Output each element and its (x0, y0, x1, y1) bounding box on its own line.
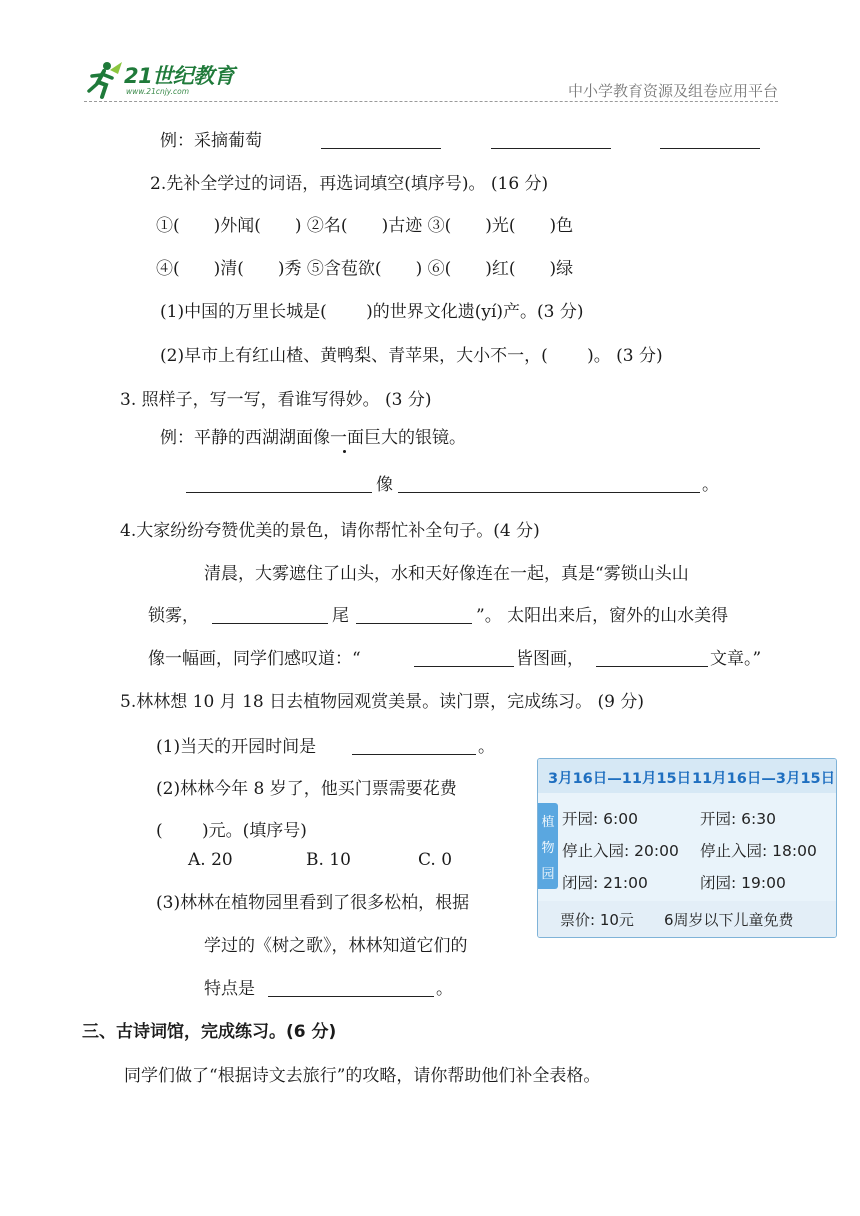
ticket-open-1: 开园: 6:00 (562, 810, 638, 828)
q5-sub-3-line-1: (3)林林在植物园里看到了很多松柏，根据 (156, 893, 470, 913)
q2-title: 2.先补全学过的词语，再选词填空(填序号)。 (16 分) (150, 174, 549, 194)
side-char-2: 物 (541, 841, 555, 856)
runner-logo-icon (84, 60, 124, 100)
q3-fill-mid: 像 (376, 475, 393, 495)
ticket-free-policy: 6周岁以下儿童免费 (664, 911, 794, 929)
q3-fill-end: 。 (702, 475, 719, 495)
logo (84, 58, 244, 102)
q4-line-3-a: 像一幅画，同学们感叹道：“ (148, 649, 361, 669)
q3-example: 例：平静的西湖湖面像一面巨大的银镜。 (160, 428, 466, 448)
logo-text: 21世纪教育 (124, 64, 235, 88)
q2-word-row-1: ①( )外闻( ) ②名( )古迹 ③( )光( )色 (156, 216, 574, 236)
q5-sub-3-blank[interactable] (268, 980, 434, 997)
q4-title: 4.大家纷纷夸赞优美的景色，请你帮忙补全句子。(4 分) (120, 521, 540, 541)
ticket-footer (538, 901, 836, 937)
q5-sub-1: (1)当天的开园时间是 (156, 737, 317, 757)
option-c[interactable]: C. 0 (418, 850, 453, 870)
ticket-side-label (538, 803, 558, 889)
emphasis-dot (343, 450, 346, 453)
option-a[interactable]: A. 20 (188, 850, 233, 870)
q4-blank-2[interactable] (356, 607, 472, 624)
option-b[interactable]: B. 10 (306, 850, 351, 870)
ticket-open-2: 开园: 6:30 (700, 810, 776, 828)
q2-word-row-2: ④( )清( )秀 ⑤含苞欲( ) ⑥( )红( )绿 (156, 259, 574, 279)
header-platform: 中小学教育资源及组卷应用平台 (567, 82, 778, 100)
q5-sub-3-end: 。 (436, 979, 453, 999)
q4-blank-1[interactable] (212, 607, 328, 624)
q1-blank-3[interactable] (660, 132, 760, 149)
section-3-title: 三、古诗词馆，完成练习。(6 分) (82, 1022, 337, 1042)
ticket-season-1: 3月16日—11月15日 (548, 771, 692, 787)
q4-blank-4[interactable] (596, 650, 708, 667)
q3-title: 3. 照样子，写一写，看谁写得妙。 (3 分) (120, 390, 432, 410)
ticket-stop-2: 停止入园: 18:00 (700, 842, 817, 860)
header-divider (84, 101, 778, 102)
q4-line-1: 清晨，大雾遮住了山头，水和天好像连在一起，真是“雾锁山头山 (204, 564, 689, 584)
q1-blank-1[interactable] (321, 132, 441, 149)
q2-sub-2: (2)早市上有红山楂、黄鸭梨、青苹果，大小不一，( )。 (3 分) (160, 346, 663, 366)
q5-sub-1-end: 。 (478, 737, 495, 757)
q5-sub-3-line-3: 特点是 (204, 979, 255, 999)
q5-sub-1-blank[interactable] (352, 738, 476, 755)
q3-blank-1[interactable] (186, 476, 372, 493)
q4-line-3-c: 文章。” (710, 649, 762, 669)
q5-title: 5.林林想 10 月 18 日去植物园观赏美景。读门票，完成练习。 (9 分) (120, 692, 644, 712)
side-char-3: 园 (541, 867, 555, 882)
garden-ticket (537, 758, 837, 938)
q5-sub-3-line-2: 学过的《树之歌》，林林知道它们的 (204, 936, 468, 956)
q1-blank-2[interactable] (491, 132, 611, 149)
q5-sub-2-line-1: (2)林林今年 8 岁了，他买门票需要花费 (156, 779, 457, 799)
ticket-header (538, 759, 836, 793)
q2-sub-1: (1)中国的万里长城是( )的世界文化遗(yí)产。(3 分) (160, 302, 584, 322)
q1-example: 例：采摘葡萄 (160, 131, 262, 151)
q4-blank-3[interactable] (414, 650, 514, 667)
q5-sub-2-line-2: ( )元。(填序号) (156, 821, 307, 841)
ticket-price: 票价: 10元 (560, 911, 634, 929)
q4-line-2-c: ”。 太阳出来后，窗外的山水美得 (476, 606, 729, 626)
section-3-intro: 同学们做了“根据诗文去旅行”的攻略，请你帮助他们补全表格。 (124, 1066, 601, 1086)
q3-blank-2[interactable] (398, 476, 700, 493)
ticket-stop-1: 停止入园: 20:00 (562, 842, 679, 860)
q4-line-2-b: 尾 (332, 606, 349, 626)
ticket-close-2: 闭园: 19:00 (700, 874, 786, 892)
side-char-1: 植 (541, 815, 555, 830)
ticket-season-2: 11月16日—3月15日 (692, 771, 836, 787)
q4-line-2-a: 锁雾， (148, 606, 199, 626)
ticket-close-1: 闭园: 21:00 (562, 874, 648, 892)
q4-line-3-b: 皆图画， (516, 649, 584, 669)
logo-url: www.21cnjy.com (126, 87, 190, 96)
